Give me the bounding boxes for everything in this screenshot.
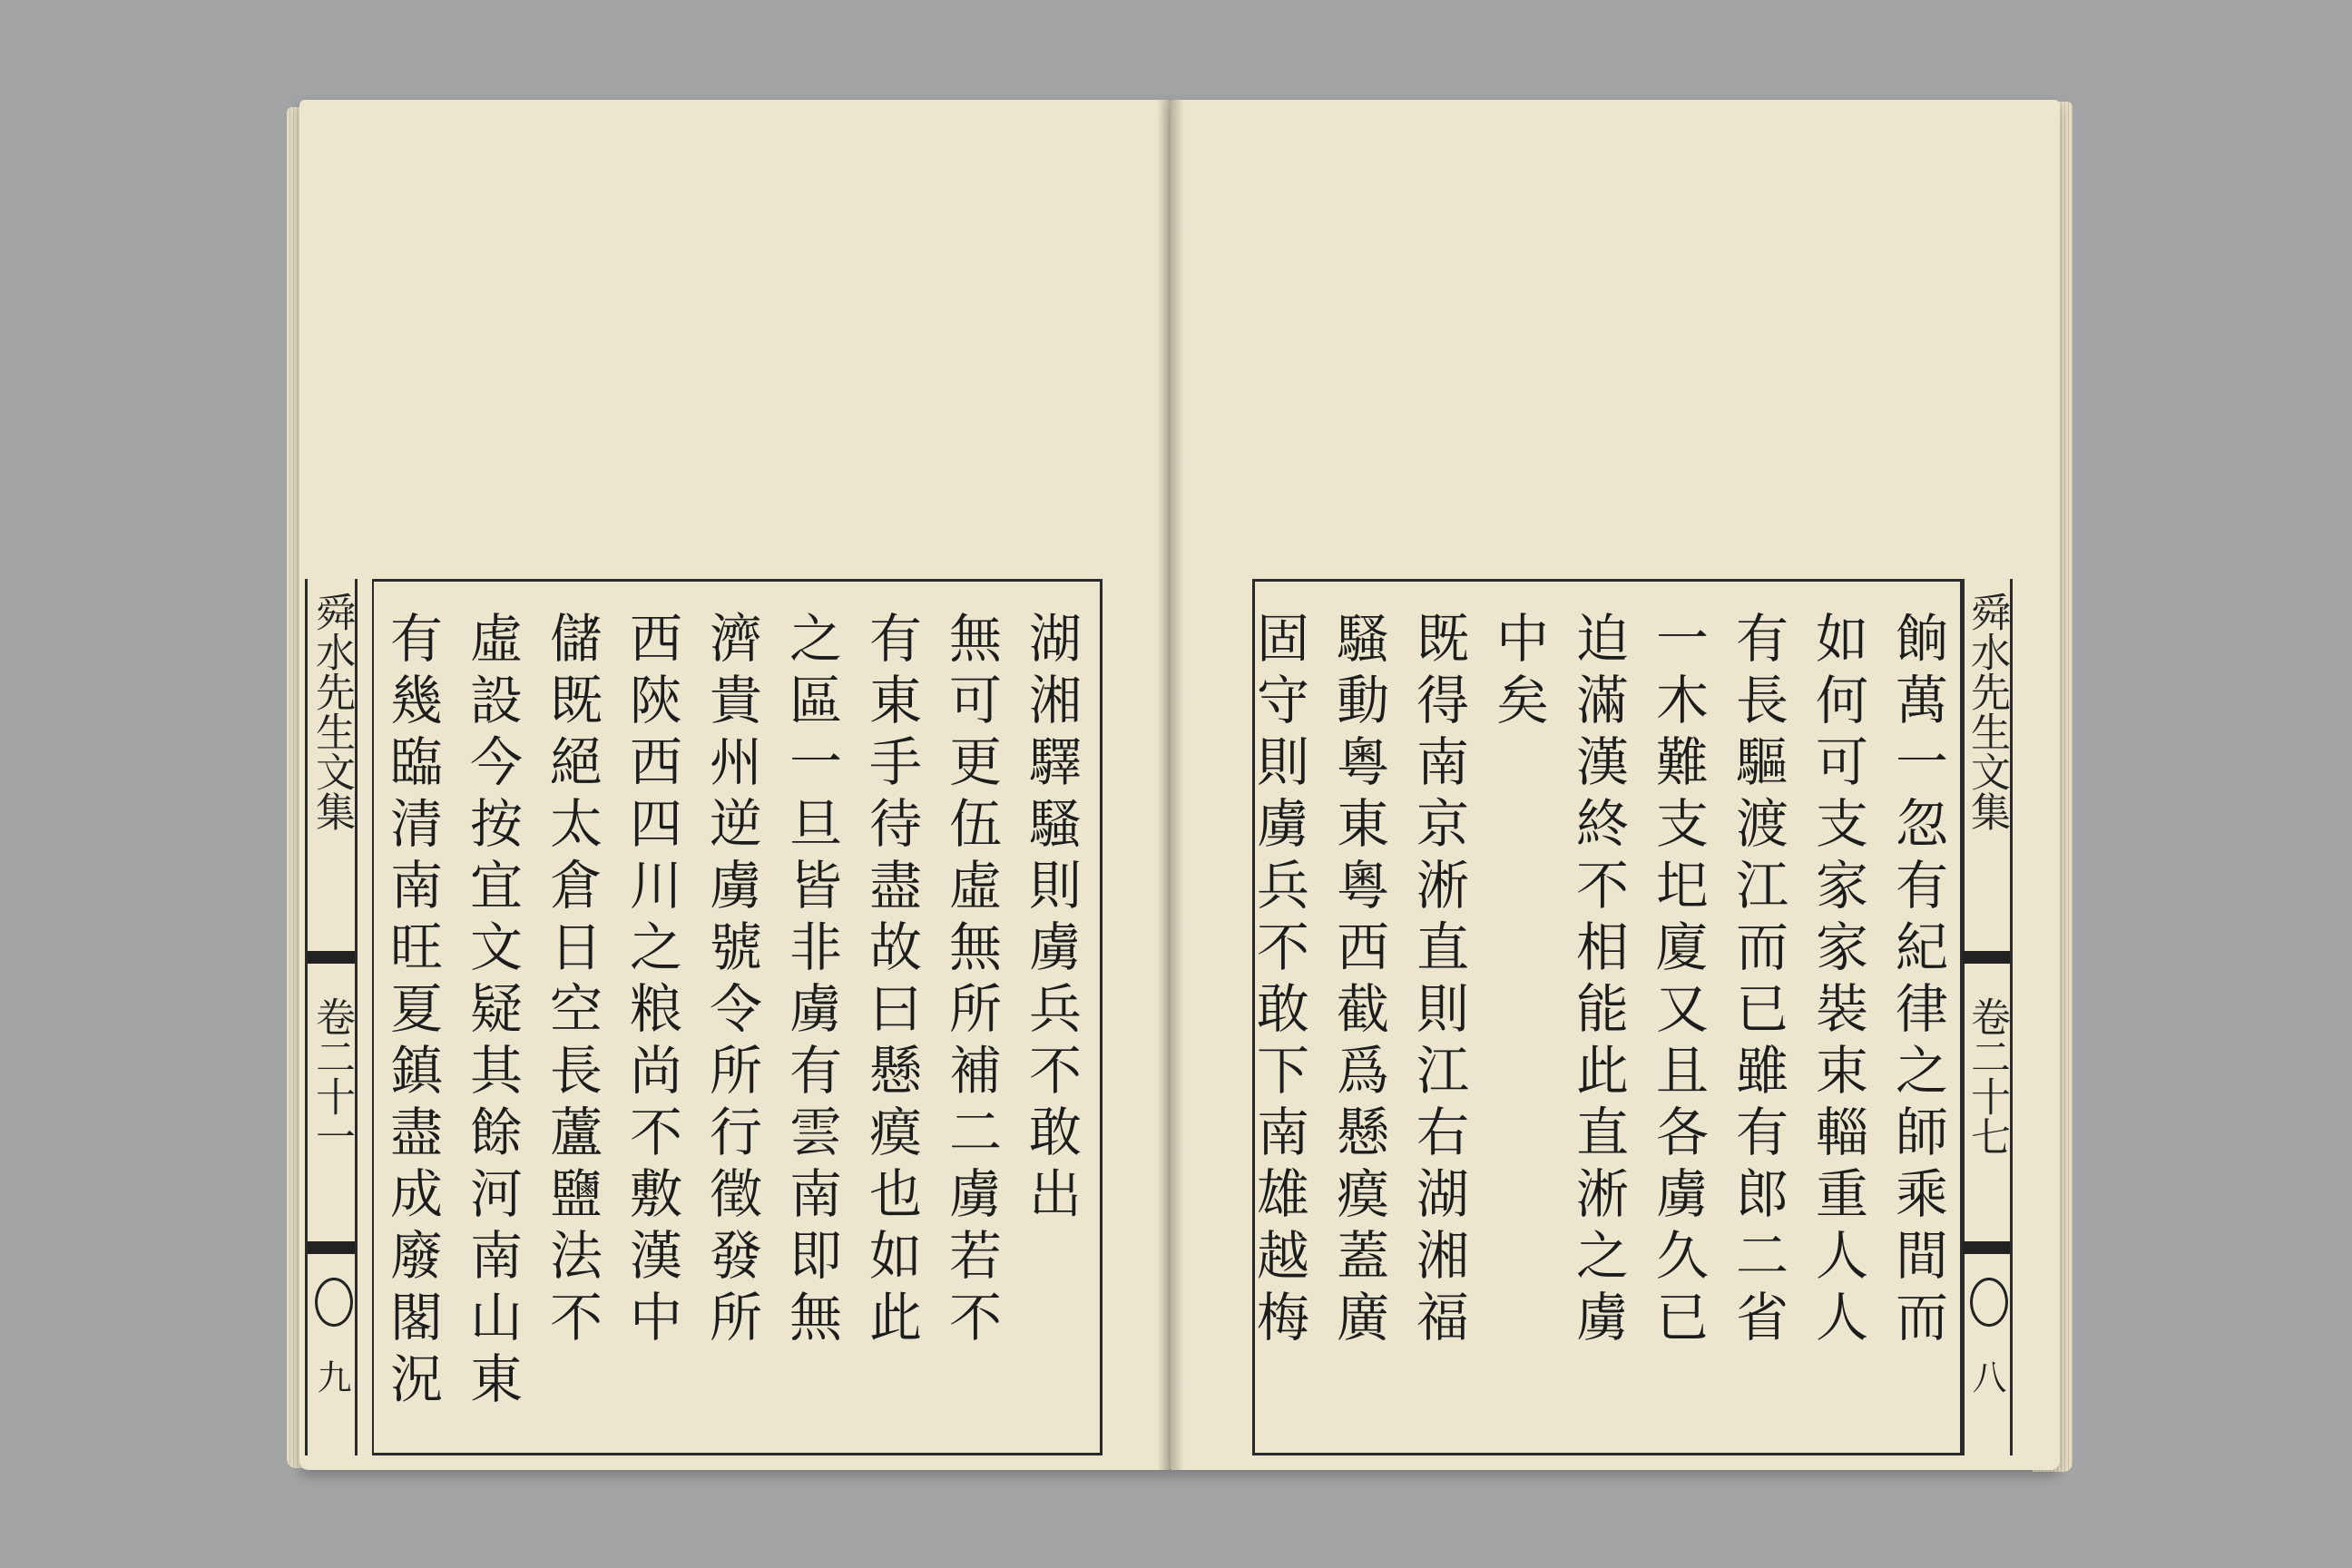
right-book-title: 舜水先生文集	[1964, 592, 2010, 831]
text-column: 迫滿漢終不相能此直淅之虜	[1567, 611, 1629, 1351]
text-column: 如何可支家家裝束輜重人人	[1807, 611, 1868, 1351]
text-column: 既得南京淅直則江右湖湘福	[1407, 611, 1469, 1351]
text-column: 固守則虜兵不敢下南雄越梅	[1248, 611, 1309, 1351]
text-column: 騷動粵東粵西截爲懸瘼蓋廣	[1328, 611, 1389, 1351]
left-page-number: 九	[311, 1359, 351, 1394]
fish-tail-mark	[308, 951, 355, 964]
left-page	[299, 100, 1171, 1470]
left-page-center-strip	[305, 579, 358, 1455]
left-text-frame	[372, 579, 1102, 1455]
right-text-columns	[1250, 582, 1957, 1453]
text-column: 無可更伍虛無所補二虜若不	[940, 611, 1002, 1351]
text-column: 湖湘驛騷則虜兵不敢出	[1020, 611, 1082, 1228]
right-page-number: 八	[1966, 1359, 2006, 1394]
text-column: 儲既絕太倉日空長蘆鹽法不	[541, 611, 603, 1351]
fish-tail-mark	[1963, 951, 2010, 964]
left-volume-label: 卷二十一	[309, 996, 355, 1156]
text-column: 有長驅渡江而已雖有郎二省	[1727, 611, 1788, 1351]
text-column: 餉萬一忽有紀律之師乘間而	[1886, 611, 1948, 1351]
left-book-title: 舜水先生文集	[309, 592, 355, 831]
text-column: 一木難支圯廈又且各虜久已	[1647, 611, 1709, 1351]
left-text-columns	[365, 582, 1091, 1453]
text-column: 西陝西四川之粮尚不敷漢中	[621, 611, 682, 1351]
text-column: 之區一旦皆非虜有雲南即無	[780, 611, 842, 1351]
book-gutter	[1157, 100, 1184, 1470]
circle-mark	[1970, 1278, 2008, 1327]
fish-tail-mark	[308, 1241, 355, 1254]
right-volume-label: 卷二十七	[1964, 996, 2010, 1156]
right-page-center-strip	[1960, 579, 2013, 1455]
text-column: 有幾臨清南旺夏鎮盡成廢閣況	[381, 611, 443, 1413]
text-column: 有東手待盡故曰懸瘼也如此	[860, 611, 922, 1351]
text-column: 濟貴州逆虜號令所行徵發所	[701, 611, 762, 1351]
right-page	[1171, 100, 2060, 1470]
fish-tail-mark	[1963, 1241, 2010, 1254]
text-column: 中矣	[1487, 611, 1549, 734]
circle-mark	[315, 1278, 353, 1327]
right-text-frame	[1248, 579, 1965, 1455]
text-column: 虛設今按宜文疑其餘河南山東	[461, 611, 523, 1413]
